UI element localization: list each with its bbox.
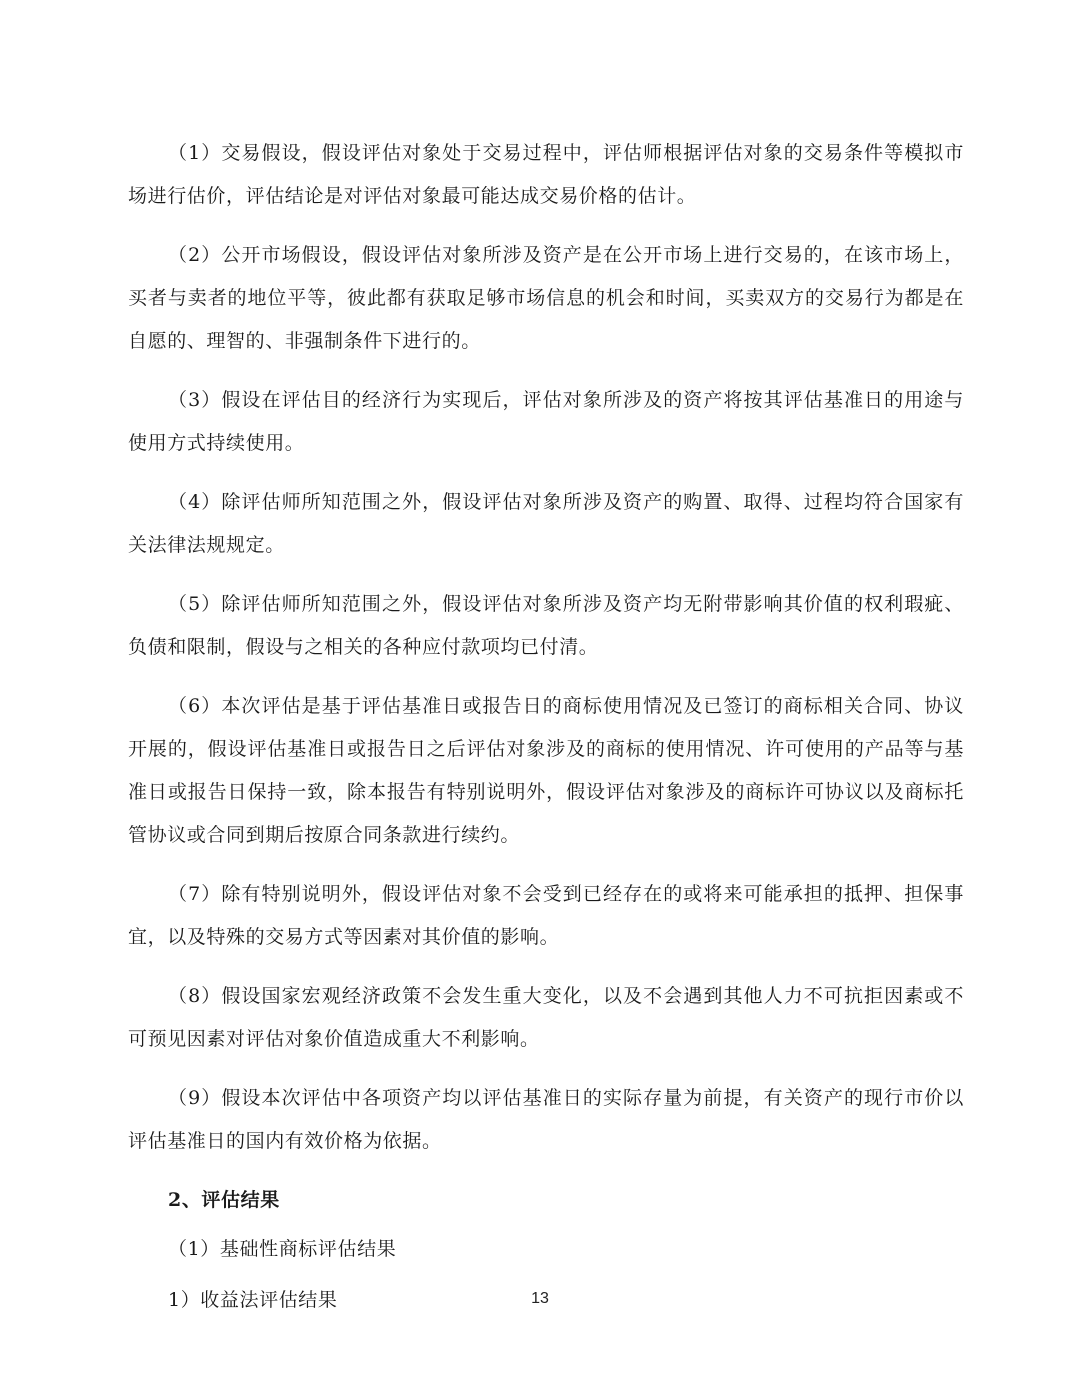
assumption-paragraph-1: （1）交易假设，假设评估对象处于交易过程中，评估师根据评估对象的交易条件等模拟市场进行估价，评估结论是对评估对象最可能达成交易价格的估计。 (128, 142, 964, 207)
assumption-paragraph-3: （3）假设在评估目的经济行为实现后，评估对象所涉及的资产将按其评估基准日的用途与使用方式持续使用。 (128, 389, 964, 454)
assumption-paragraph-8: （8）假设国家宏观经济政策不会发生重大变化，以及不会遇到其他人力不可抗拒因素或不可预见因素对评估对象价值造成重大不利影响。 (128, 985, 964, 1050)
assumption-paragraph-4: （4）除评估师所知范围之外，假设评估对象所涉及资产的购置、取得、过程均符合国家有关法律法规规定。 (128, 491, 964, 556)
assumption-paragraph-6: （6）本次评估是基于评估基准日或报告日的商标使用情况及已签订的商标相关合同、协议开展的，假设评估基准日或报告日之后评估对象涉及的商标的使用情况、许可使用的产品等与基准日或报告日保持一致，除本报告有特别说明外，假设评估对象涉及的商标许可协议以及商标托管协议或合同到期后按原合同条款进行续约。 (128, 695, 964, 846)
section-heading: 2、评估结果 (168, 1189, 280, 1211)
page-number: 13 (531, 1290, 549, 1307)
sub-heading: （1）基础性商标评估结果 (168, 1238, 397, 1260)
sub-sub-heading: 1）收益法评估结果 (168, 1289, 338, 1311)
assumption-paragraph-9: （9）假设本次评估中各项资产均以评估基准日的实际存量为前提，有关资产的现行市价以评估基准日的国内有效价格为依据。 (128, 1087, 964, 1152)
assumption-paragraph-7: （7）除有特别说明外，假设评估对象不会受到已经存在的或将来可能承担的抵押、担保事宜，以及特殊的交易方式等因素对其价值的影响。 (128, 883, 964, 948)
assumption-paragraph-5: （5）除评估师所知范围之外，假设评估对象所涉及资产均无附带影响其价值的权利瑕疵、负债和限制，假设与之相关的各种应付款项均已付清。 (128, 593, 964, 658)
page-body (128, 132, 964, 1330)
assumption-paragraph-2: （2）公开市场假设，假设评估对象所涉及资产是在公开市场上进行交易的，在该市场上，买者与卖者的地位平等，彼此都有获取足够市场信息的机会和时间，买卖双方的交易行为都是在自愿的、理智的、非强制条件下进行的。 (128, 244, 964, 352)
